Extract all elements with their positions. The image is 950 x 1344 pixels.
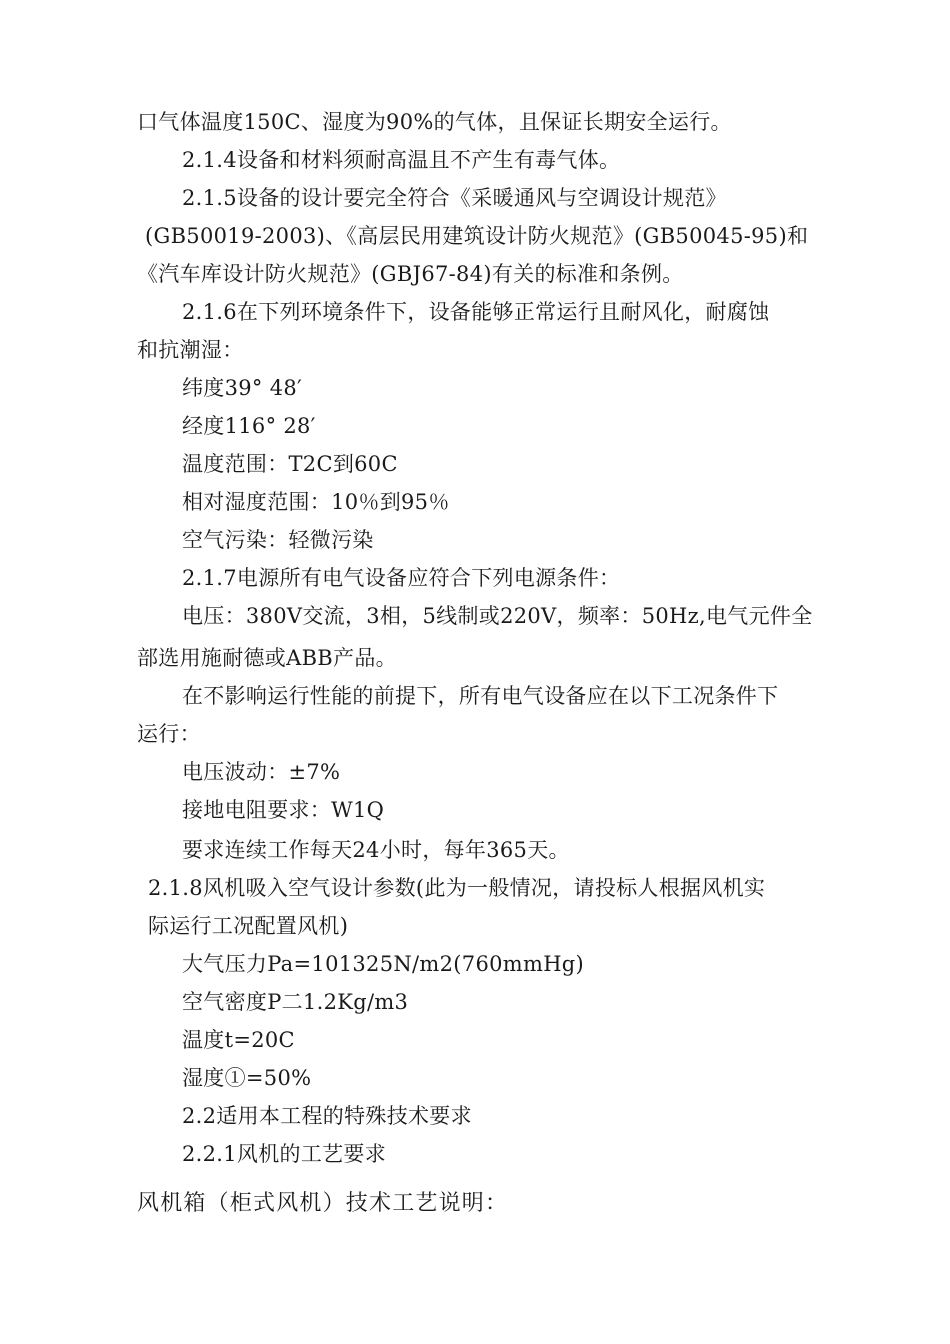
text-line-10: 温度范围：T2C到60C — [182, 452, 398, 476]
text-line-17: 运行： — [137, 722, 201, 746]
text-line-20: 要求连续工作每天24小时，每年365天。 — [182, 838, 570, 862]
text-line-27: 2.2适用本工程的特殊技术要求 — [182, 1104, 472, 1128]
text-line-5: 《汽车库设计防火规范》(GBJ67-84)有关的标准和条例。 — [137, 262, 684, 286]
text-line-22: 际运行工况配置风机) — [148, 914, 349, 938]
text-line-1: 口气体温度150C、湿度为90%的气体，且保证长期安全运行。 — [137, 110, 732, 134]
text-line-15: 部选用施耐德或ABB产品。 — [137, 646, 397, 670]
text-line-2: 2.1.4设备和材料须耐高温且不产生有毒气体。 — [182, 148, 621, 172]
text-line-19: 接地电阻要求：W1Q — [182, 798, 385, 822]
text-line-6: 2.1.6在下列环境条件下，设备能够正常运行且耐风化，耐腐蚀 — [182, 300, 770, 324]
text-line-16: 在不影响运行性能的前提下，所有电气设备应在以下工况条件下 — [182, 684, 779, 708]
text-line-13: 2.1.7电源所有电气设备应符合下列电源条件： — [182, 566, 621, 590]
text-line-9: 经度116° 28′ — [182, 414, 316, 438]
text-line-12: 空气污染：轻微污染 — [182, 528, 374, 552]
text-line-14: 电压：380V交流，3相，5线制或220V，频率：50Hz,电气元件全 — [182, 604, 813, 628]
text-line-24: 空气密度P二1.2Kg/m3 — [182, 990, 409, 1014]
text-line-28: 2.2.1风机的工艺要求 — [182, 1142, 387, 1166]
text-line-25: 温度t=20C — [182, 1028, 295, 1052]
text-line-21: 2.1.8风机吸入空气设计参数(此为一般情况，请投标人根据风机实 — [148, 876, 766, 900]
text-line-11: 相对湿度范围：10％到95％ — [182, 490, 450, 514]
text-line-26: 湿度①=50% — [182, 1066, 312, 1090]
text-line-8: 纬度39° 48′ — [182, 376, 303, 400]
text-line-29: 风机箱（柜式风机）技术工艺说明： — [137, 1191, 509, 1216]
text-line-3: 2.1.5设备的设计要完全符合《采暖通风与空调设计规范》 — [182, 186, 727, 210]
text-line-7: 和抗潮湿： — [137, 338, 244, 362]
text-line-23: 大气压力Pa=101325N/m2(760mmHg) — [182, 952, 585, 976]
text-line-18: 电压波动：±7% — [182, 760, 341, 784]
text-line-4: (GB50019-2003)、《高层民用建筑设计防火规范》(GB50045-95)和 — [145, 224, 809, 248]
